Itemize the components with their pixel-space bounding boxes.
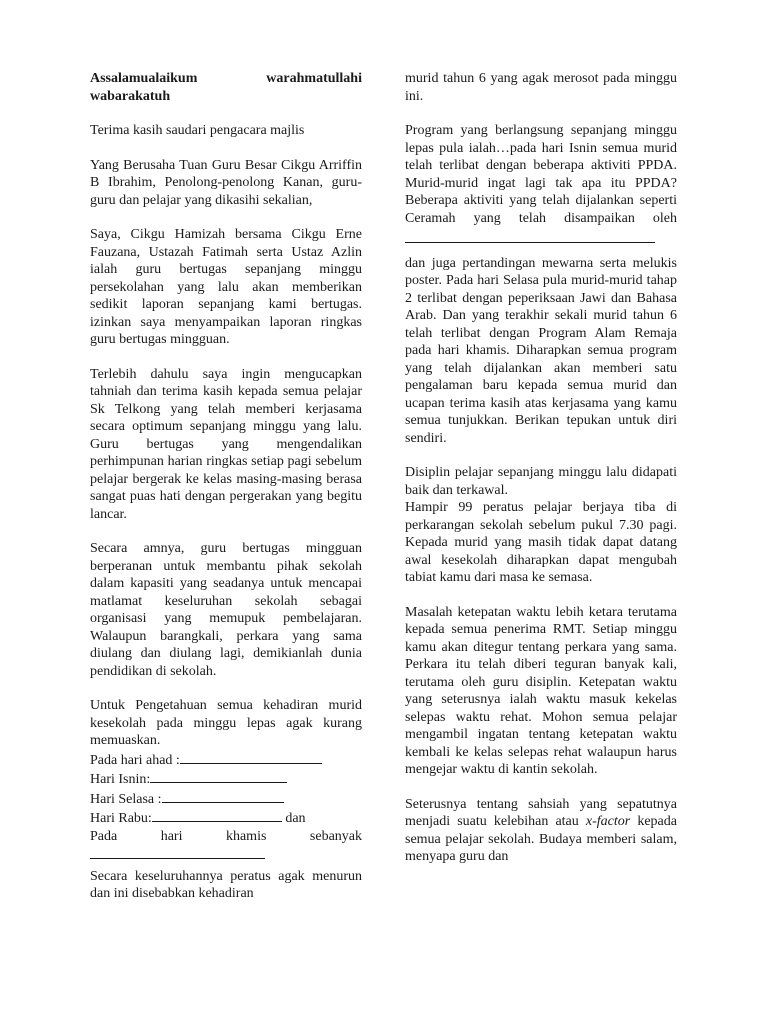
left-column: [90, 70, 362, 903]
role-paragraph: Secara amnya, guru bertugas mingguan berperanan untuk membantu pihak sekolah dalam kapasiti yang seadanya untuk mencapai matlamat keseluruhan sekolah sebagai organisasi yang memupuk pembelajaran. Walaupun barangkali, perkara yang sama diulang dan diulang lagi, demikianlah dunia pendidikan di sekolah.: [90, 541, 362, 679]
address-paragraph: Yang Berusaha Tuan Guru Besar Cikgu Arriffin B Ibrahim, Penolong-penolong Kanan, guru-guru dan pelajar yang dikasihi sekalian,: [90, 157, 362, 208]
greeting-text: Assalamualaikum warahmatullahi wabarakatuh: [90, 71, 362, 104]
attendance-intro: Untuk Pengetahuan semua kehadiran murid kesekolah pada minggu lepas agak kurang memuaskan.: [90, 698, 362, 748]
sahsiah-text-start: Seterusnya tentang sahsiah yang sepatutnya menjadi suatu kelebihan atau: [405, 796, 677, 829]
ahad-blank: [180, 750, 322, 764]
sahsiah-paragraph: [405, 796, 677, 866]
attendance-section: [90, 697, 362, 903]
speaker-blank: [405, 229, 655, 243]
overall-paragraph: Secara keseluruhannya peratus agak menurun dan ini disebabkan kehadiran: [90, 868, 362, 901]
attendance-khamis: Pada hari khamis sebanyak: [90, 828, 362, 844]
attendance-selasa: [90, 789, 362, 809]
right-column: [405, 70, 677, 866]
punctuality-paragraph: Masalah ketepatan waktu lebih ketara terutama kepada semua penerima RMT. Setiap minggu kamu akan ditegur tentang perkara yang sama. Perkara itu telah diberi teguran banyak kali, terutama oleh guru disiplin. Ketepatan waktu yang seterusnya ialah waktu masuk kekelas selepas waktu rehat. Mohon semua pelajar mengambil ingatan tentang ketepatan waktu kembali ke kelas selepas rehat walaupun harus mengejar waktu di kantin sekolah.: [405, 604, 677, 777]
sahsiah-text-end: kepada semua pelajar sekolah. Budaya memberi salam, menyapa guru dan: [405, 814, 677, 864]
selasa-blank: [162, 789, 284, 803]
punctual-arrival-paragraph: Hampir 99 peratus pelajar berjaya tiba di perkarangan sekolah sebelum pukul 7.30 pagi. Kepada murid yang masih tidak dapat datang awal kesekolah diharapkan dapat mengubah tabiat kamu dari masa ke semasa.: [405, 500, 677, 585]
discipline-paragraph: Disiplin pelajar sepanjang minggu lalu didapati baik dan terkawal.: [405, 465, 677, 498]
ahad-label: Pada hari ahad :: [90, 752, 180, 768]
attendance-isnin: [90, 769, 362, 789]
greeting-heading: [90, 70, 362, 105]
rabu-label: Hari Rabu:: [90, 811, 152, 826]
thanks-paragraph: Terima kasih saudari pengacara majlis: [90, 123, 305, 138]
attendance-rabu: [90, 808, 362, 828]
isnin-label: Hari Isnin:: [90, 772, 151, 787]
continuation-paragraph: murid tahun 6 yang agak merosot pada minggu ini.: [405, 71, 677, 104]
intro-paragraph: Saya, Cikgu Hamizah bersama Cikgu Erne Fauzana, Ustazah Fatimah serta Ustaz Azlin ialah guru bertugas sepanjang minggu persekolahan yang lalu akan memberikan sedikit laporan sepanjang kami bertugas. izinkan saya menyampaikan laporan ringkas guru bertugas mingguan.: [90, 227, 362, 347]
program-section: [405, 122, 677, 447]
x-factor-term: x-factor: [585, 814, 631, 829]
program-continuation: dan juga pertandingan mewarna serta melukis poster. Pada hari Selasa pula murid-murid tahap 2 terlibat dengan peperiksaan Jawi dan Bahasa Arab. Dan yang terakhir sekali murid tahun 6 telah terlibat dengan Program Alam Remaja pada hari khamis. Diharapkan semua program yang telah dijalankan akan memberi satu pengalaman baru kepada semua murid dan ucapan terima kasih atas kerjasama yang kamu semua tunjukkan. Berikan tepukan untuk diri sendiri.: [405, 255, 677, 446]
selasa-label: Hari Selasa :: [90, 791, 162, 807]
attendance-ahad: [90, 750, 362, 770]
congrats-paragraph: Terlebih dahulu saya ingin mengucapkan tahniah dan terima kasih kepada semua pelajar Sk Telkong yang telah memberi kerjasama secara optimum sepanjang minggu yang lalu. Guru bertugas yang mengendalikan perhimpunan harian ringkas setiap pagi sebelum pelajar bergerak ke kelas masing-masing berasa sangat puas hati dengan pergerakan yang begitu lancar.: [90, 366, 362, 522]
rabu-blank: [152, 808, 282, 822]
khamis-blank: [90, 845, 265, 859]
rabu-dan: dan: [285, 811, 306, 826]
discipline-section: [405, 464, 677, 587]
isnin-blank: [150, 769, 287, 783]
program-paragraph: Program yang berlangsung sepanjang minggu lepas pula ialah…pada hari Isnin semua murid telah terlibat dengan beberapa aktiviti PPDA. Murid-murid ingat lagi tak apa itu PPDA? Beberapa aktiviti yang telah dijalankan seperti Ceramah yang telah disampaikan oleh: [405, 123, 677, 226]
